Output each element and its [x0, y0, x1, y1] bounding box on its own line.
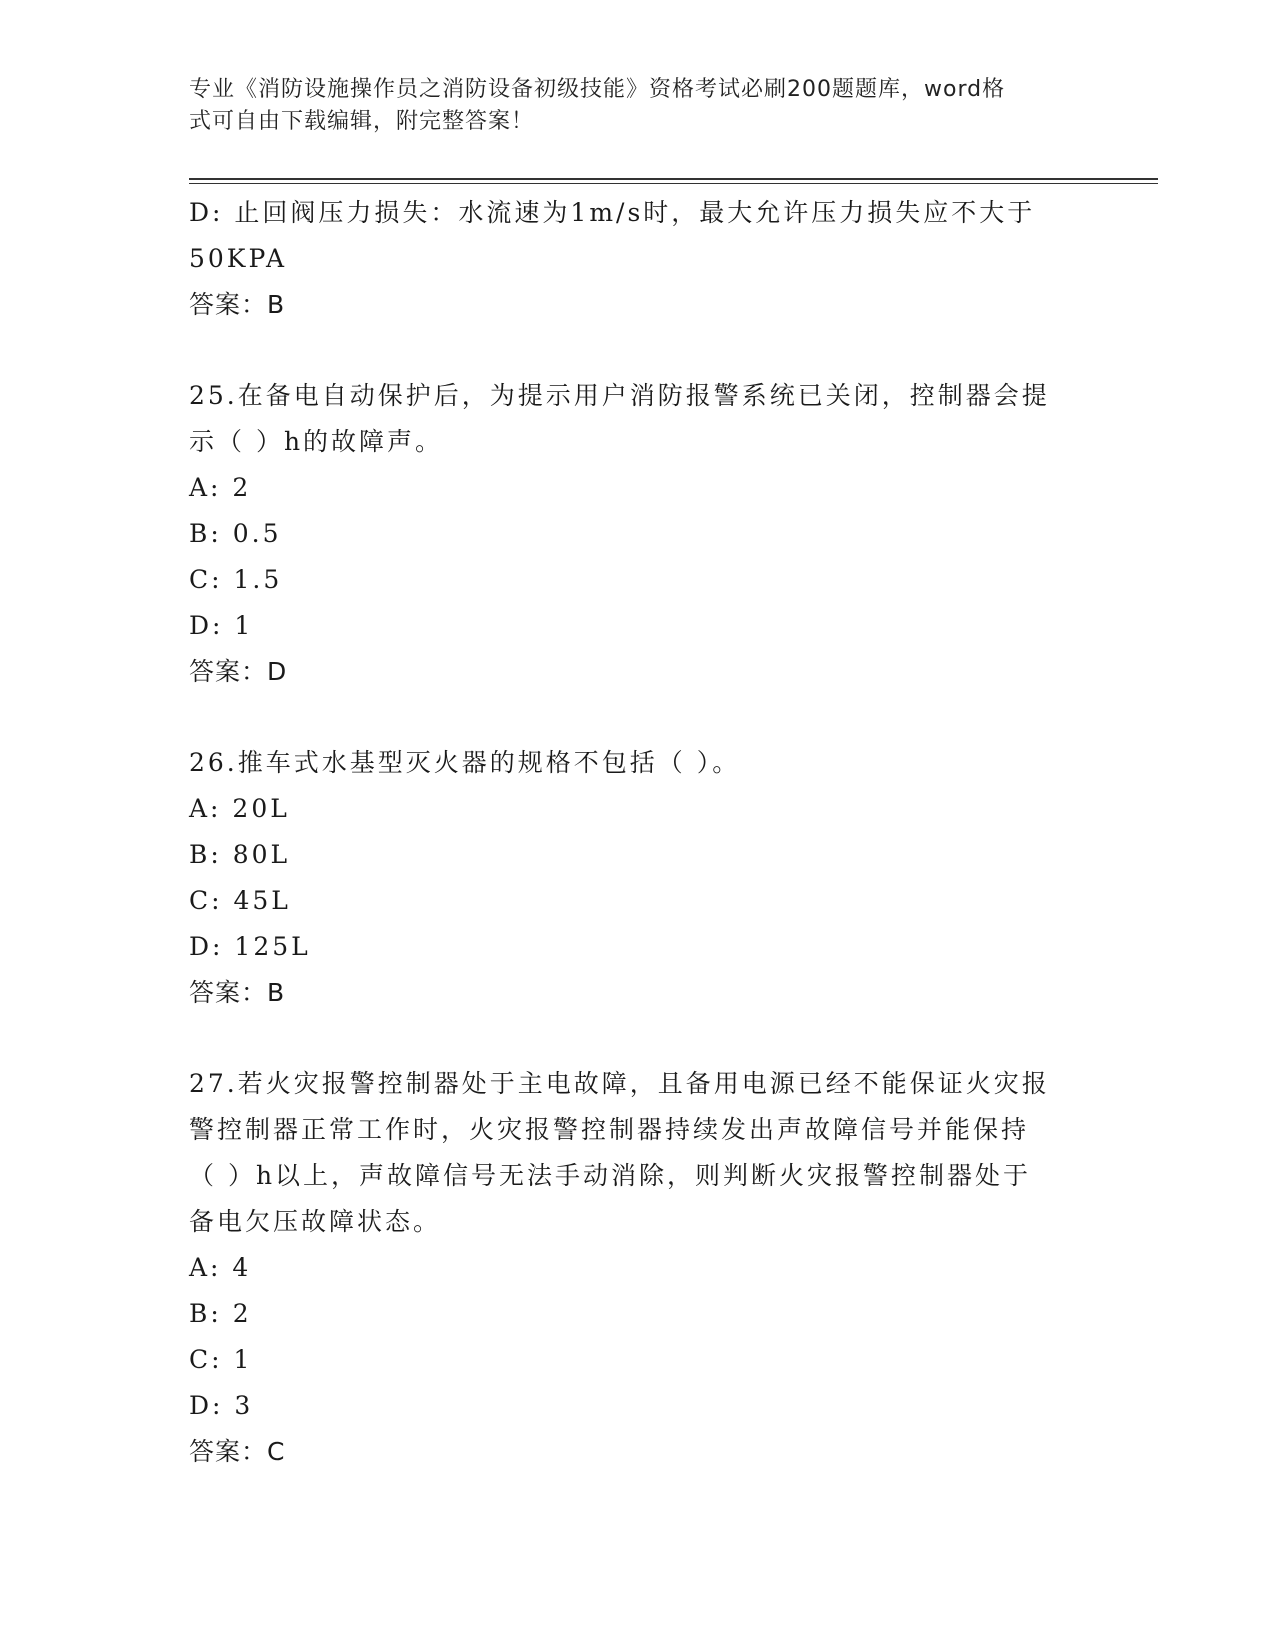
option-d-continued: 50KPA	[189, 244, 288, 273]
option-c: C: 1	[189, 1345, 253, 1374]
document-body	[189, 190, 1089, 1475]
question-stem: （ ）h以上，声故障信号无法手动消除，则判断火灾报警控制器处于	[189, 1161, 1032, 1190]
option-a: A: 2	[189, 473, 252, 502]
question-27	[189, 1061, 1089, 1475]
option-c: C: 1.5	[189, 565, 283, 594]
question-24-continued	[189, 190, 1089, 328]
option-d: D: 止回阀压力损失：水流速为1m/s时，最大允许压力损失应不大于	[189, 198, 1036, 227]
header-divider-thick	[189, 178, 1158, 180]
answer: 答案：C	[189, 1437, 286, 1466]
question-stem: 示（ ）h的故障声。	[189, 427, 444, 456]
option-a: A: 4	[189, 1253, 252, 1282]
answer: 答案：D	[189, 657, 288, 686]
page-header	[189, 74, 1089, 138]
option-d: D: 1	[189, 611, 254, 640]
question-stem: 26.推车式水基型灭火器的规格不包括（ ）。	[189, 748, 741, 777]
option-b: B: 2	[189, 1299, 252, 1328]
question-26	[189, 740, 1089, 1016]
answer: 答案：B	[189, 978, 286, 1007]
answer: 答案：B	[189, 290, 286, 319]
question-stem: 25.在备电自动保护后，为提示用户消防报警系统已关闭，控制器会提	[189, 381, 1050, 410]
question-stem: 备电欠压故障状态。	[189, 1207, 442, 1236]
option-c: C: 45L	[189, 886, 291, 915]
option-d: D: 125L	[189, 932, 311, 961]
question-stem: 27.若火灾报警控制器处于主电故障，且备用电源已经不能保证火灾报	[189, 1069, 1050, 1098]
header-divider-thin	[189, 183, 1158, 184]
question-stem: 警控制器正常工作时，火灾报警控制器持续发出声故障信号并能保持	[189, 1115, 1030, 1144]
question-25	[189, 373, 1089, 695]
option-b: B: 0.5	[189, 519, 282, 548]
header-line-1: 专业《消防设施操作员之消防设备初级技能》资格考试必刷200题题库，word格	[189, 77, 1006, 102]
option-d: D: 3	[189, 1391, 254, 1420]
option-a: A: 20L	[189, 794, 290, 823]
option-b: B: 80L	[189, 840, 291, 869]
header-line-2: 式可自由下载编辑，附完整答案！	[189, 109, 535, 134]
